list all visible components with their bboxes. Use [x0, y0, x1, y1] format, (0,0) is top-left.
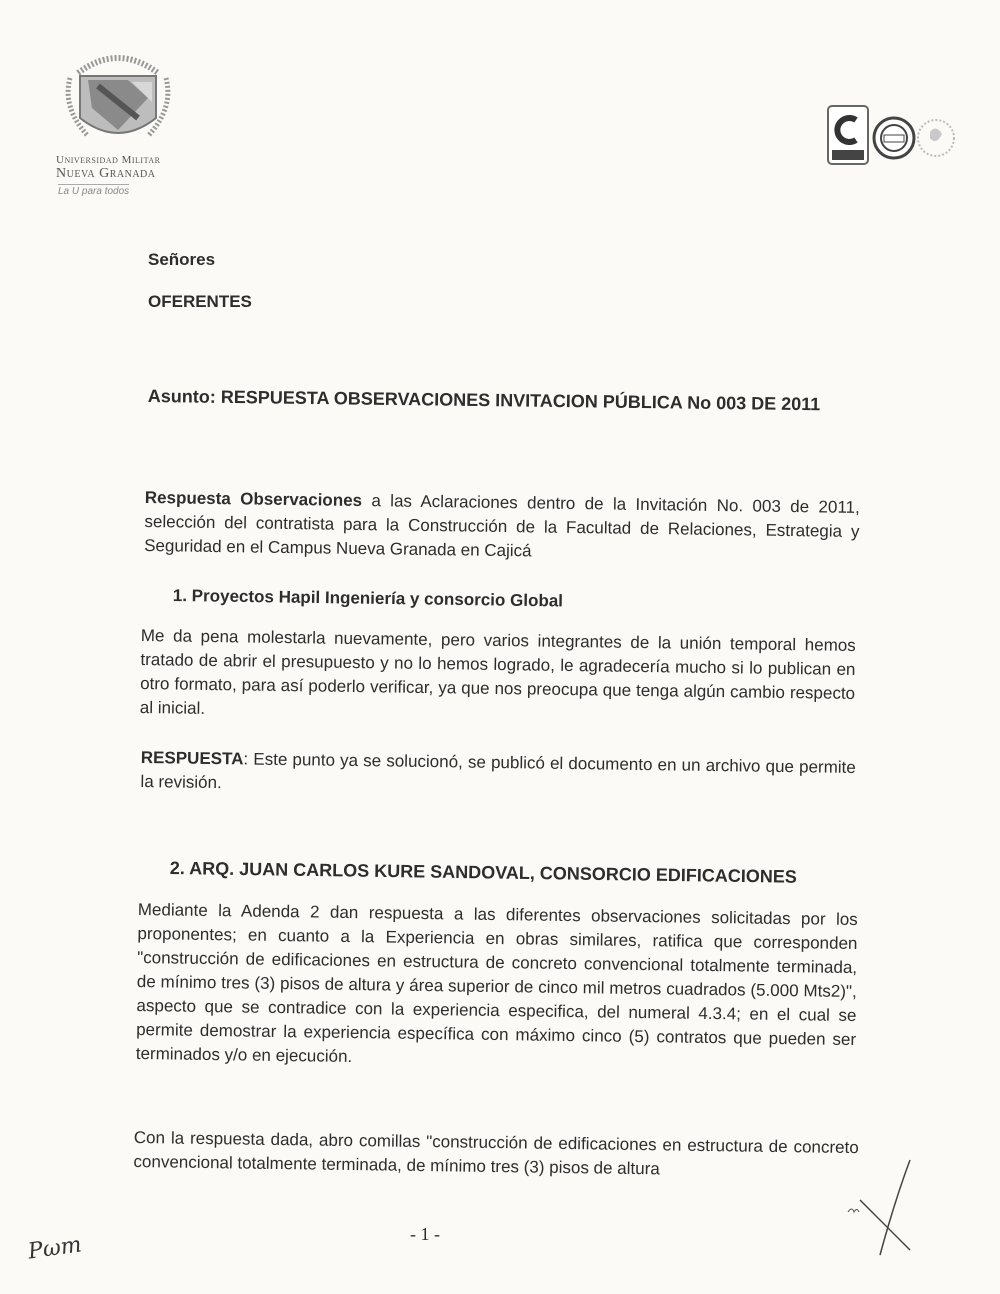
section-1-heading: 1. Proyectos Hapil Ingeniería y consorcio Global — [172, 585, 564, 611]
section-2-observation: Mediante la Adenda 2 dan respuesta a las diferentes observaciones solicitadas por los proponentes; en cuanto a la Experiencia en obras similares, ratifica que corresponden "construcción de edificaciones en estructura de concreto convencional totalmente terminada, de mínimo tres (3) pisos de altura y área superior de cinco mil metros cuadrados (5.000 Mts2)", aspecto que se contradice con la experiencia especifica, del numeral 4.3.4; en el cual se permite demostrar la experiencia específica con máximo cinco (5) contratos que pueden ser terminados y/o en ejecución. — [135, 899, 858, 1067]
page-number: - 1 - — [410, 1224, 440, 1244]
response-text: : Este punto ya se solucionó, se publicó el documento en un archivo que permite la revisión. — [140, 749, 856, 793]
intro-text: a las Aclaraciones dentro de la Invitación No. 003 de 2011, selección del contratista para la Construcción de la Facultad de Relaciones, Estrategia y Seguridad en el Campus Nueva Granada en Cajicá — [144, 491, 860, 561]
crest-icon — [58, 38, 178, 158]
subject-line: Asunto: RESPUESTA OBSERVACIONES INVITACION PÚBLICA No 003 DE 2011 — [147, 385, 821, 415]
university-name-line2: Nueva Granada — [56, 166, 156, 181]
recipient: OFERENTES — [148, 292, 252, 311]
university-logo — [48, 38, 198, 199]
response-label: RESPUESTA — [140, 747, 244, 769]
section-2-heading: 2. ARQ. JUAN CARLOS KURE SANDOVAL, CONSORCIO EDIFICACIONES — [169, 857, 797, 887]
section-2-continuation: Con la respuesta dada, abro comillas "construcción de edificaciones en estructura de concreto convencional totalmente terminada, de mínimo tres (3) pisos de altura — [133, 1127, 859, 1179]
section-1-response — [140, 746, 856, 804]
intro-bold-text: Respuesta Observaciones — [144, 487, 363, 511]
intro-paragraph — [144, 486, 860, 568]
handwritten-initials: Ρωm — [26, 1232, 84, 1265]
salutation: Señores — [148, 250, 216, 269]
certification-seals-icon — [824, 102, 964, 182]
university-name-line1: Universidad Militar — [56, 154, 161, 166]
signature-mark-icon — [840, 1150, 930, 1260]
university-slogan: La U para todos — [58, 186, 130, 197]
certification-logos — [824, 102, 964, 182]
section-1-observation: Me da pena molestarla nuevamente, pero varios integrantes de la unión temporal hemos tratado de abrir el presupuesto y no lo hemos logrado, le agradecería mucho si lo publican en otro formato, para así poderlo verificar, ya que nos preocupa que tenga algún cambio respecto al inicial. — [139, 625, 856, 718]
